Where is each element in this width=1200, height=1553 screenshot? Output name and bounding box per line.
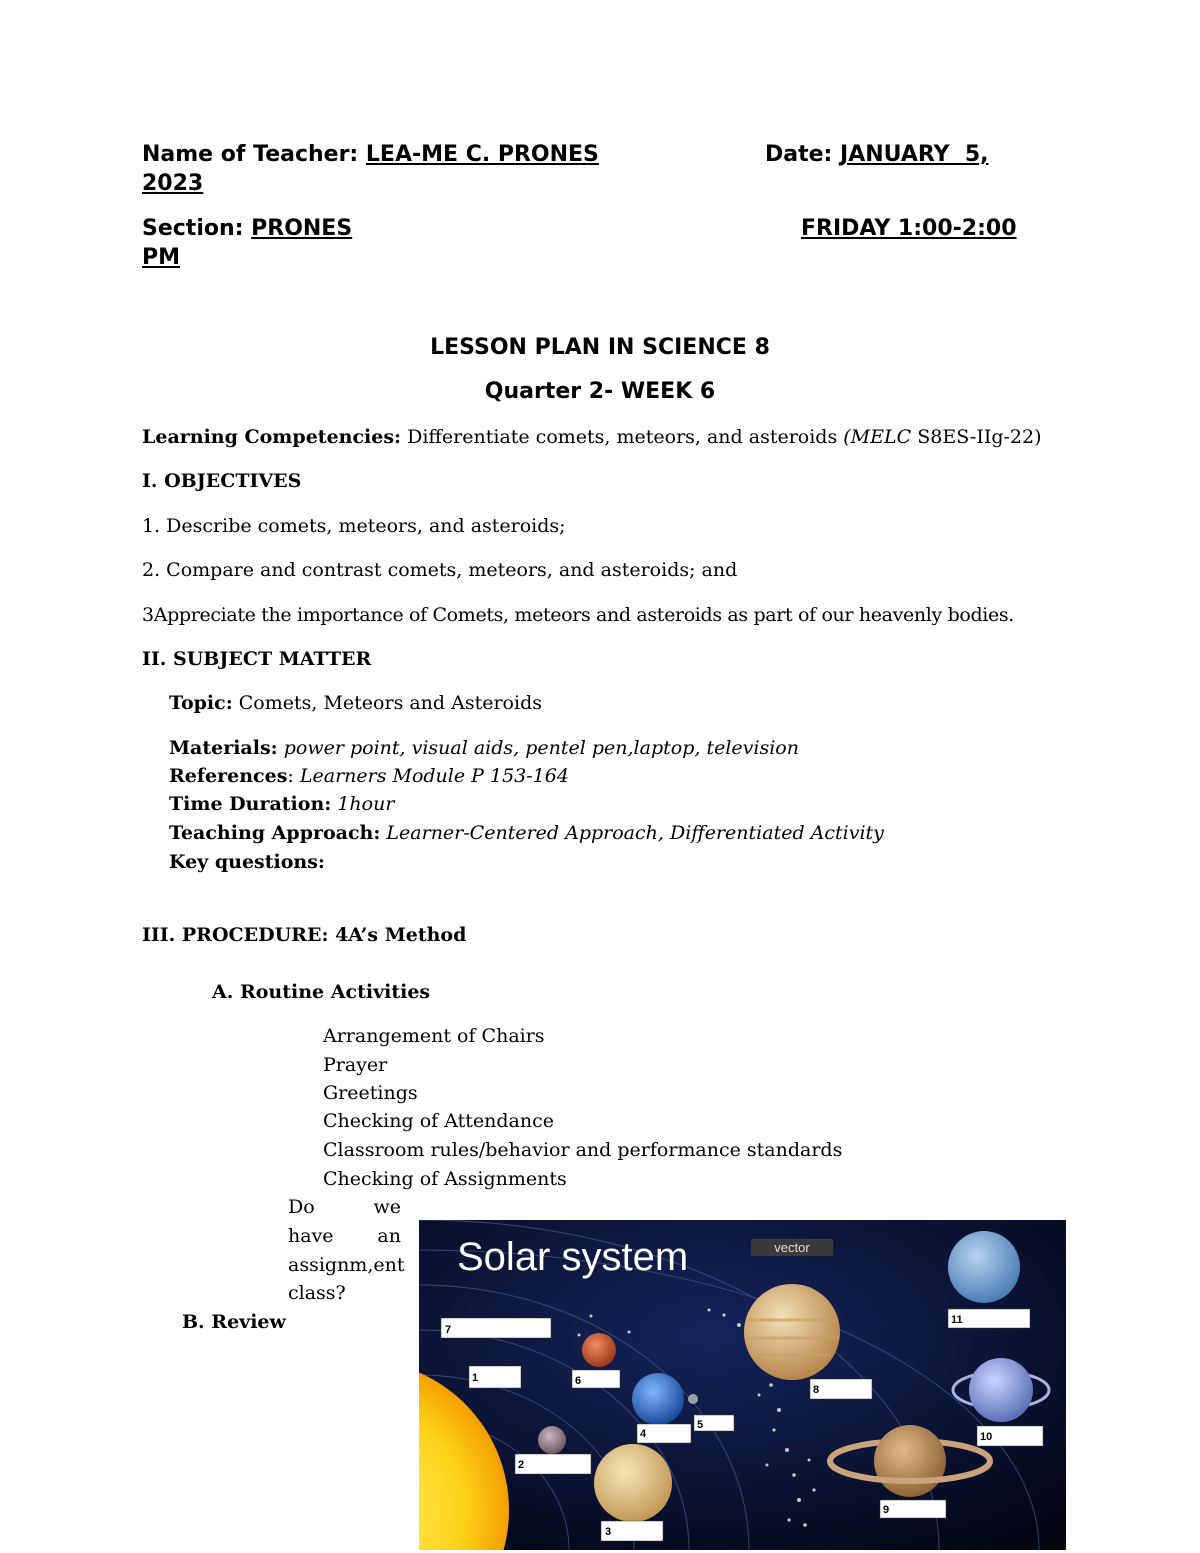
planet-label: 6: [575, 1375, 582, 1387]
page-title: LESSON PLAN IN SCIENCE 8: [430, 335, 770, 360]
competencies-label: Learning Competencies:: [142, 426, 402, 448]
assignment-question-line: class?: [288, 1282, 346, 1304]
competencies-code-italic: (MELC: [843, 426, 912, 448]
planet-label: 2: [518, 1459, 525, 1471]
materials-line: [169, 737, 799, 759]
date-line: [765, 142, 989, 167]
image-title: Solar system: [457, 1235, 689, 1279]
planet-label: 10: [980, 1431, 993, 1443]
routine-item: Checking of Assignments: [323, 1168, 567, 1190]
planet-label: 11: [951, 1314, 963, 1326]
schedule: FRIDAY 1:00-2:00: [801, 216, 1017, 241]
materials-label: Materials:: [169, 737, 278, 759]
date-year: 2023: [142, 171, 204, 196]
objective-item: 3Appreciate the importance of Comets, meteors and asteroids as part of our heavenly bodies.: [142, 604, 1014, 626]
materials-value: power point, visual aids, pentel pen,laptop, television: [283, 737, 799, 759]
procedure-heading: III. PROCEDURE: 4A’s Method: [142, 924, 467, 946]
assignment-question-line: Do we: [288, 1196, 401, 1218]
objective-item: 2. Compare and contrast comets, meteors, and asteroids; and: [142, 559, 738, 581]
competencies-text: Differentiate comets, meteors, and asteroids: [407, 426, 838, 448]
date-value: JANUARY 5,: [840, 142, 989, 167]
section-value: PRONES: [251, 216, 353, 241]
references-line: References: Learners Module P 153-164: [169, 765, 569, 787]
image-badge: vector: [774, 1240, 810, 1255]
references-value: Learners Module P 153-164: [299, 765, 569, 787]
date-label: Date:: [765, 142, 833, 167]
approach-label: Teaching Approach:: [169, 822, 381, 844]
planet-label: 9: [883, 1504, 890, 1516]
planet-label: 3: [605, 1526, 612, 1538]
section-line: [142, 216, 378, 241]
subject-matter-heading: II. SUBJECT MATTER: [142, 648, 372, 670]
routine-item: Checking of Attendance: [323, 1110, 554, 1132]
routine-heading: A. Routine Activities: [212, 981, 431, 1003]
page-subtitle: Quarter 2- WEEK 6: [484, 379, 716, 404]
teacher-line: [142, 142, 599, 167]
section-label: Section:: [142, 216, 244, 241]
schedule-pm: PM: [142, 245, 181, 270]
review-heading: B. Review: [182, 1311, 286, 1333]
planet-label: 8: [813, 1384, 820, 1396]
references-label: References: [169, 765, 288, 787]
solar-system-image: [419, 1220, 1066, 1550]
routine-item: Arrangement of Chairs: [323, 1025, 545, 1047]
planet-label: 5: [697, 1419, 704, 1431]
topic-label: Topic:: [169, 692, 233, 714]
planet-label: 4: [640, 1428, 647, 1440]
competencies-code: S8ES-IIg-22): [917, 426, 1042, 448]
topic-line: [169, 692, 542, 714]
routine-item: Classroom rules/behavior and performance standards: [323, 1139, 843, 1161]
objective-item: 1. Describe comets, meteors, and asteroids;: [142, 515, 566, 537]
teacher-name: LEA-ME C. PRONES: [365, 142, 599, 167]
objectives-heading: I. OBJECTIVES: [142, 470, 302, 492]
planet-label: 1: [472, 1372, 479, 1384]
duration-value: 1hour: [337, 793, 395, 815]
duration-line: [169, 793, 394, 815]
learning-competencies: [142, 426, 1042, 448]
duration-label: Time Duration:: [169, 793, 332, 815]
approach-value: Learner-Centered Approach, Differentiated Activity: [386, 822, 884, 844]
assignment-question-line: have an: [288, 1225, 401, 1247]
planet-label: 7: [445, 1324, 452, 1336]
routine-item: Greetings: [323, 1082, 418, 1104]
routine-item: Prayer: [323, 1054, 388, 1076]
approach-line: [169, 822, 884, 844]
assignment-question-line: assignm,ent: [288, 1254, 405, 1276]
topic-value: Comets, Meteors and Asteroids: [238, 692, 542, 714]
key-questions-label: Key questions:: [169, 851, 325, 873]
teacher-label: Name of Teacher:: [142, 142, 359, 167]
